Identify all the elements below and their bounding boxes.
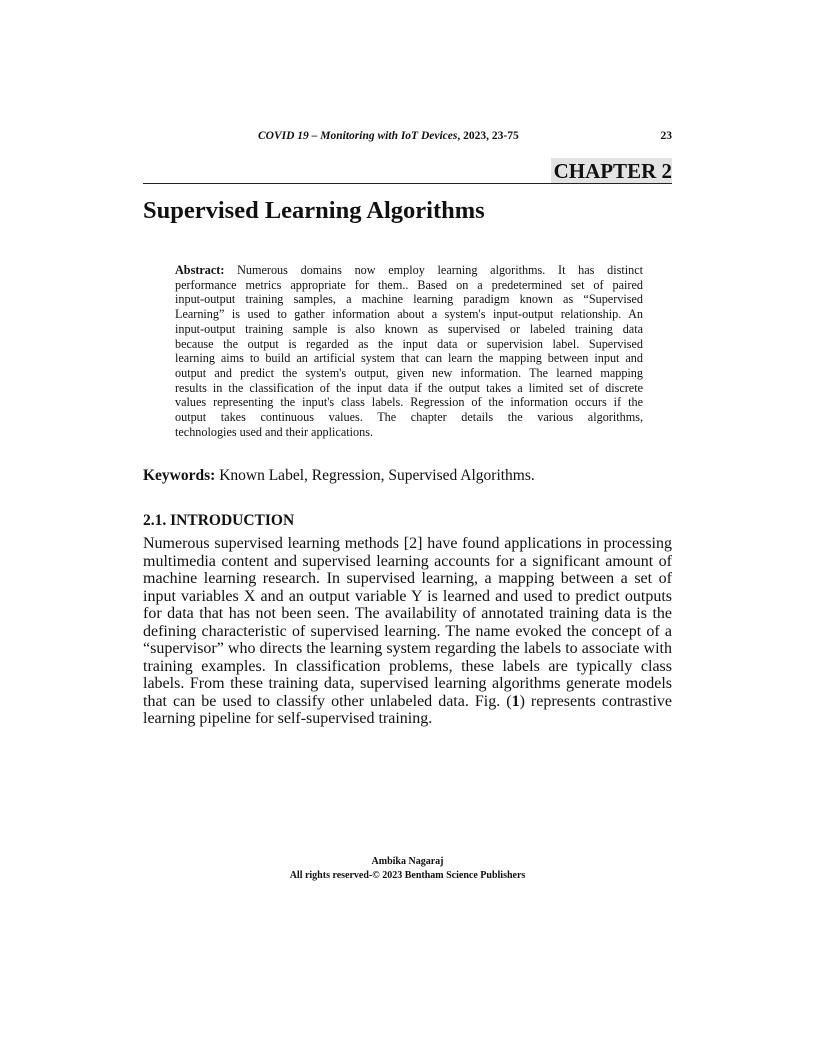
abstract-line-text: Numerous domains now employ learning algorithms. It has distinct (237, 263, 643, 277)
body-line-text: defining characteristic of supervised learning. The name evoked the concept of a (143, 622, 672, 640)
abstract-line-text: because the output is regarded as the input data or supervision label. Supervised (175, 336, 643, 351)
body-line-text: “supervisor” who directs the learning system regarding the labels to associate with (143, 640, 672, 657)
body-line (143, 553, 672, 571)
footer-author: Ambika Nagaraj (371, 856, 444, 867)
abstract (175, 263, 643, 439)
chapter-label: CHAPTER 2 (551, 158, 672, 183)
body-line-text: labels. From these training data, supervised learning algorithms generate models (143, 675, 672, 692)
figure-reference: 1 (511, 692, 520, 710)
abstract-line-text: learning aims to build an artificial system that can learn the mapping between input and (175, 351, 643, 366)
footer (143, 855, 672, 883)
body-line-text: machine learning research. In supervised learning, a mapping between a set of (143, 570, 672, 587)
footer-rights: All rights reserved-© 2023 Bentham Science Publishers (289, 870, 526, 881)
body-line (143, 570, 672, 588)
header-rule (143, 183, 672, 184)
abstract-line (175, 351, 643, 366)
body-line (143, 710, 672, 728)
body-line-text: for data that has not been seen. The availability of annotated training data is the (143, 605, 672, 622)
body-line (143, 640, 672, 658)
abstract-line-text: input-output training samples, a machine learning paradigm known as “Supervised (175, 292, 643, 307)
keywords (143, 467, 535, 485)
body-line (143, 588, 672, 606)
abstract-line (175, 410, 643, 425)
body-line (143, 693, 672, 711)
body-line-text: learning pipeline for self-supervised training. (143, 710, 433, 727)
body-line-text: ) represents contrastive (519, 692, 672, 710)
body-line-text: multimedia content and supervised learning accounts for a significant amount of (143, 552, 672, 570)
body-line-text: Numerous supervised learning methods [2] have found applications in processing (143, 535, 672, 552)
abstract-line (175, 337, 643, 352)
abstract-line (175, 292, 643, 307)
abstract-line (175, 322, 643, 337)
body-line (143, 605, 672, 623)
abstract-line (175, 263, 643, 278)
abstract-label: Abstract: (175, 263, 225, 277)
abstract-line-text: Learning” is used to gather information about a system's input-output relationship. An (175, 307, 643, 322)
body-line (143, 658, 672, 676)
keywords-text: Known Label, Regression, Supervised Algorithms. (215, 467, 535, 484)
body-line-text: that can be used to classify other unlabeled data. Fig. ( (143, 692, 512, 710)
abstract-line-text: output takes continuous values. The chapter details the various algorithms, (175, 410, 643, 425)
abstract-line-text: performance metrics appropriate for them.. Based on a predetermined set of paired (175, 277, 643, 292)
body-line (143, 623, 672, 641)
section-heading: 2.1. INTRODUCTION (143, 512, 295, 529)
body-line (143, 675, 672, 693)
keywords-label: Keywords: (143, 467, 216, 484)
abstract-line (175, 278, 643, 293)
abstract-line-text: technologies used and their applications. (175, 424, 373, 439)
abstract-line (175, 307, 643, 322)
body-line (143, 535, 672, 553)
abstract-line (175, 425, 643, 440)
body-line-text: input variables X and an output variable Y is learned and used to predict outputs (143, 587, 672, 605)
abstract-line (175, 381, 643, 396)
abstract-line-text: input-output training sample is also known as supervised or labeled training data (175, 321, 643, 336)
journal-title: COVID 19 – Monitoring with IoT Devices (258, 130, 458, 142)
abstract-line-text: values representing the input's class labels. Regression of the information occurs if the (175, 395, 643, 410)
page-number: 23 (660, 130, 672, 142)
chapter-title: Supervised Learning Algorithms (143, 197, 485, 224)
running-head (258, 130, 519, 142)
journal-details: , 2023, 23-75 (457, 130, 519, 142)
body-paragraph (143, 535, 672, 728)
abstract-line (175, 366, 643, 381)
abstract-line (175, 395, 643, 410)
abstract-line-text: output and predict the system's output, given new information. The learned mapping (175, 365, 643, 380)
abstract-line-text: results in the classification of the input data if the output takes a limited set of discrete (175, 380, 643, 395)
body-line-text: training examples. In classification problems, these labels are typically class (143, 657, 672, 675)
